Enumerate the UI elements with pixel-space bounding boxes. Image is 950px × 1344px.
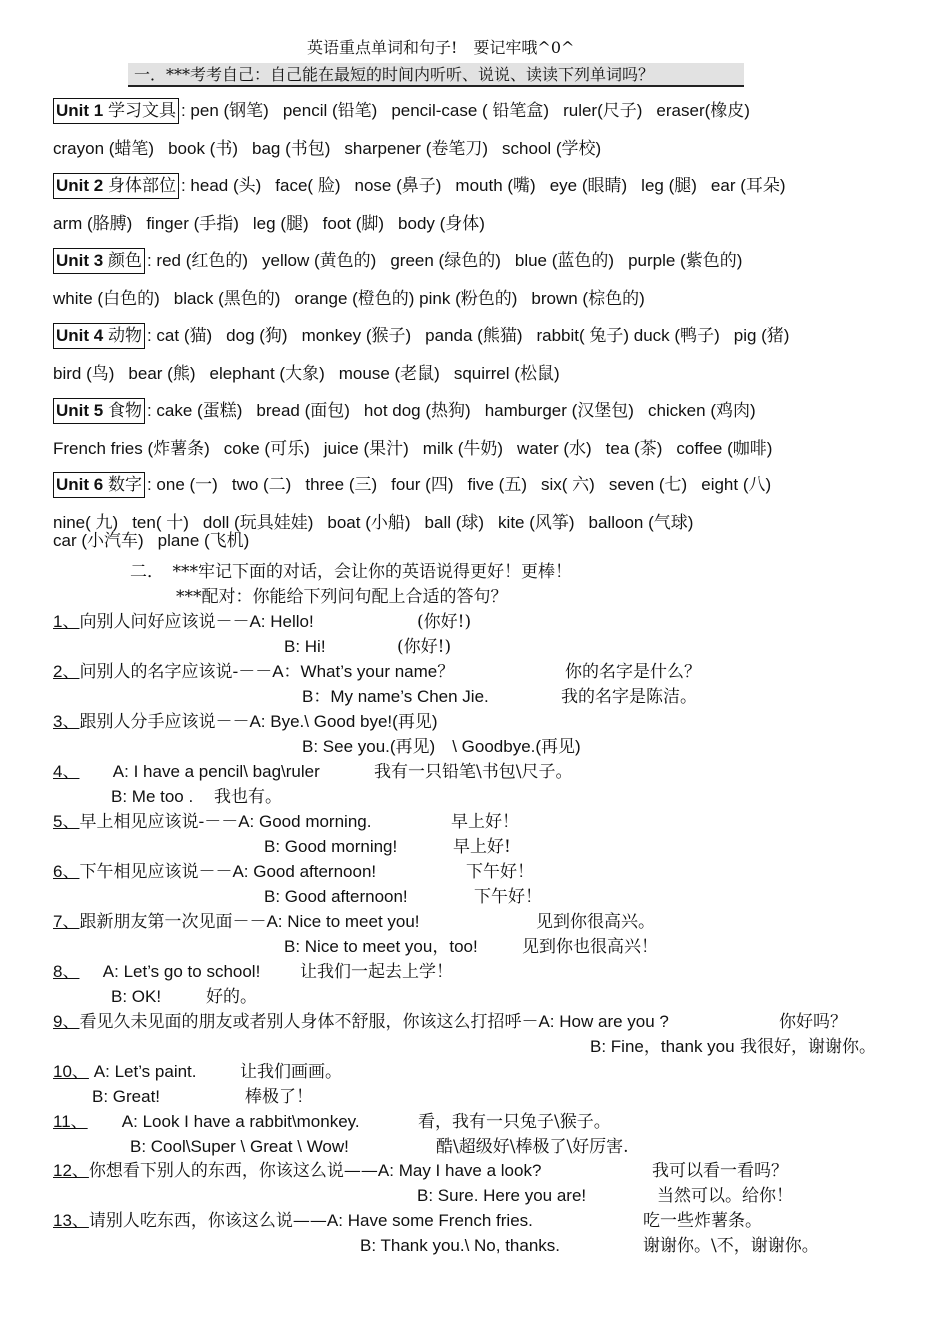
section-two-heading: 二． ***牢记下面的对话，会让你的英语说得更好！更棒！ [130, 562, 572, 582]
vocab-word: milk (牛奶) [422, 439, 504, 458]
vocab-word: elephant (大象) [209, 364, 325, 383]
dialog-b-line: B: Sure. Here you are! [417, 1186, 587, 1205]
vocab-word: face( 脸) [275, 176, 341, 195]
dialog-a-line: A: How are you ? [538, 1012, 669, 1031]
dialog-context: 你想看下别人的东西，你该这么说—— [88, 1161, 378, 1181]
dialog-a-line: A: I have a pencil\ bag\ruler [112, 762, 320, 781]
dialog-b-line: B: Hi! [284, 637, 326, 656]
dialog-b-line: B: Fine，thank you [590, 1037, 735, 1056]
dialog-number: 12、 [53, 1161, 89, 1180]
dialog-question-line [53, 1011, 669, 1033]
dialog-b-translation: 下午好！ [474, 887, 542, 907]
vocab-word: hot dog (热狗) [363, 401, 471, 420]
dialog-a-translation: 你好吗？ [779, 1012, 847, 1032]
unit-topic: 数字 [107, 475, 142, 495]
vocab-word: bread (面包) [256, 401, 350, 420]
dialog-b-translation: 棒极了！ [245, 1087, 313, 1107]
unit-label: Unit 2 [56, 176, 104, 195]
dialog-a-line: A: Hello! [249, 612, 314, 631]
dialog-number: 4、 [53, 762, 80, 781]
dialog-number: 7、 [53, 912, 80, 931]
vocab-word: chicken (鸡肉) [647, 401, 756, 420]
vocab-word: brown (棕色的) [531, 289, 645, 308]
dialog-b-line: B: Cool\Super \ Great \ Wow! [130, 1137, 349, 1156]
dialog-question-line [53, 861, 376, 883]
vocab-line [53, 280, 645, 317]
dialog-b-translation: 好的。 [206, 987, 257, 1007]
dialog-b-line: B: Good afternoon! [264, 887, 408, 906]
dialog-number: 6、 [53, 862, 80, 881]
dialog-a-line: A: Nice to meet you! [266, 912, 420, 931]
unit-label-box [53, 472, 145, 498]
unit-label-box [53, 98, 179, 124]
vocab-word: green (绿色的) [390, 251, 501, 270]
dialog-a-translation: 早上好！ [451, 812, 519, 832]
unit-topic: 颜色 [107, 251, 142, 271]
vocab-word: school (学校) [502, 139, 602, 158]
vocab-word: mouth (嘴) [455, 176, 536, 195]
dialog-b-line: B: Good morning! [264, 837, 398, 856]
dialog-number: 13、 [53, 1211, 89, 1230]
vocab-word: arm (胳膊) [53, 214, 133, 233]
dialog-a-line: A: Let’s paint. [93, 1062, 197, 1081]
dialog-b-translation: 早上好! [453, 837, 511, 857]
dialog-question-line [53, 711, 437, 733]
vocab-line: Unit 1 学习文具 : pen (钢笔) pencil (铅笔) pencil-case ( 铅笔盒) ruler(尺子) eraser(橡皮) [53, 92, 750, 129]
vocab-word: bird (鸟) [53, 364, 115, 383]
unit-label-box [53, 173, 179, 199]
dialog-context: 跟新朋友第一次见面－－ [79, 912, 267, 932]
dialog-number: 5、 [53, 812, 80, 831]
vocab-word: blue (蓝色的) [514, 251, 615, 270]
vocab-word: balloon (气球) [588, 513, 694, 532]
vocab-word: bear (熊) [128, 364, 196, 383]
unit-topic: 食物 [107, 401, 142, 421]
vocab-word: plane (飞机) [157, 531, 250, 550]
vocab-word: bag (书包) [252, 139, 331, 158]
dialog-a-translation: 让我们画画。 [240, 1062, 342, 1082]
vocab-word: foot (脚) [322, 214, 385, 233]
vocab-word: French fries (炸薯条) [53, 439, 210, 458]
vocab-word: finger (手指) [146, 214, 239, 233]
dialog-b-line: B: Great! [92, 1087, 161, 1106]
dialog-a-translation: 吃一些炸薯条。 [643, 1211, 762, 1231]
dialog-a-translation: 见到你很高兴。 [536, 912, 655, 932]
vocab-word: monkey (猴子) [301, 326, 412, 345]
vocab-word: ear (耳朵) [710, 176, 786, 195]
dialog-b-translation: 我也有。 [214, 787, 282, 807]
vocab-line [53, 205, 485, 242]
dialog-a-translation: 下午好！ [466, 862, 534, 882]
unit-label: Unit 3 [56, 251, 104, 270]
vocab-word: one (一) [156, 475, 218, 494]
page-title: 英语重点单词和句子! 要记牢哦^0^ [307, 38, 575, 57]
vocab-line: Unit 6 数字 : one (一) two (二) three (三) four (四) five (五) six( 六) seven (七) eight (八) [53, 466, 771, 503]
vocab-word: five (五) [467, 475, 527, 494]
dialog-a-line: A: Bye.\ Good bye!(再见) [249, 712, 438, 731]
vocab-word: three (三) [305, 475, 378, 494]
vocab-line [53, 130, 601, 167]
dialog-b-translation: (你好!) [397, 637, 452, 657]
vocab-word: four (四) [391, 475, 454, 494]
dialog-question-line [53, 961, 260, 983]
dialog-question-line [53, 1210, 533, 1232]
vocab-word: water (水) [517, 439, 592, 458]
dialog-a-line: A: Have some French fries. [326, 1211, 533, 1230]
dialog-a-line: A: May I have a look? [377, 1161, 542, 1180]
dialog-a-line: A: Good morning. [238, 812, 372, 831]
vocab-line: Unit 2 身体部位 : head (头) face( 脸) nose (鼻子) mouth (嘴) eye (眼睛) leg (腿) ear (耳朵) [53, 167, 786, 204]
vocab-word: orange (橙色的) pink (粉色的) [294, 289, 518, 308]
dialog-context: 请别人吃东西，你该这么说—— [88, 1211, 327, 1231]
dialog-number: 8、 [53, 962, 80, 981]
dialog-a-translation: (你好!) [417, 612, 472, 632]
vocab-word: ball (球) [424, 513, 485, 532]
vocab-word: sharpener (卷笔刀) [344, 139, 489, 158]
vocab-word: body (身体) [398, 214, 485, 233]
dialog-a-line: A：What’s your name？ [272, 662, 455, 681]
unit-label: Unit 1 [56, 101, 104, 120]
vocab-word: panda (熊猫) [425, 326, 523, 345]
dialog-b-translation: 我的名字是陈洁。 [561, 687, 697, 707]
vocab-word: pencil-case ( 铅笔盒) [391, 101, 550, 120]
vocab-word: hamburger (汉堡包) [484, 401, 634, 420]
dialog-a-translation: 你的名字是什么？ [565, 662, 701, 682]
vocab-line [53, 430, 772, 467]
dialog-a-translation: 让我们一起去上学！ [300, 962, 453, 982]
dialog-b-translation: 见到你也很高兴！ [522, 937, 658, 957]
dialog-b-line: B：My name’s Chen Jie. [302, 687, 489, 706]
unit-label-box [53, 398, 145, 424]
dialog-b-line: B: Me too . [111, 787, 194, 806]
dialog-number: 3、 [53, 712, 80, 731]
unit-label-box [53, 248, 145, 274]
vocab-word: nine( 九) [53, 513, 119, 532]
unit-label: Unit 5 [56, 401, 104, 420]
vocab-word: leg (腿) [641, 176, 697, 195]
dialog-context: 早上相见应该说-－－ [79, 812, 239, 832]
dialog-number: 11、 [53, 1112, 88, 1131]
vocab-word: boat (小船) [327, 513, 411, 532]
vocab-word: car (小汽车) [53, 531, 144, 550]
vocab-word: coffee (咖啡) [676, 439, 773, 458]
vocab-word: pencil (铅笔) [282, 101, 378, 120]
dialog-question-line [53, 811, 371, 833]
dialog-b-line: B: Thank you.\ No, thanks. [360, 1236, 561, 1255]
dialog-a-translation: 我有一只铅笔\书包\尺子。 [374, 762, 573, 782]
vocab-word: white (白色的) [53, 289, 160, 308]
dialog-a-line: A: Look I have a rabbit\monkey. [121, 1112, 360, 1131]
vocab-word: ruler(尺子) [563, 101, 643, 120]
vocab-word: leg (腿) [252, 214, 309, 233]
dialog-number: 1、 [53, 612, 80, 631]
vocab-word: mouse (老鼠) [338, 364, 440, 383]
dialog-a-line: A: Good afternoon! [232, 862, 377, 881]
vocab-word: rabbit( 兔子) duck (鸭子) [536, 326, 720, 345]
vocab-word: book (书) [168, 139, 238, 158]
section-two-subheading: ***配对：你能给下列问句配上合适的答句？ [176, 587, 508, 607]
vocab-word: cat (猫) [156, 326, 213, 345]
vocab-word: juice (果汁) [323, 439, 409, 458]
vocab-line [53, 355, 560, 392]
vocab-word: pen (钢笔) [190, 101, 269, 120]
unit-label-box [53, 323, 145, 349]
unit-topic: 动物 [107, 326, 142, 346]
dialog-question-line [53, 761, 320, 783]
vocab-word: ten( 十) [132, 513, 189, 532]
vocab-word: doll (玩具娃娃) [202, 513, 314, 532]
unit-label: Unit 4 [56, 326, 104, 345]
dialog-a-line: A: Let’s go to school! [102, 962, 261, 981]
vocab-word: red (红色的) [156, 251, 249, 270]
vocab-word: black (黑色的) [173, 289, 281, 308]
vocab-word: coke (可乐) [223, 439, 310, 458]
section-one-heading: 一．***考考自己：自己能在最短的时间内听听、说说、读读下列单词吗？ [128, 63, 744, 87]
dialog-question-line [53, 1160, 541, 1182]
dialog-number: 2、 [53, 662, 80, 681]
dialog-a-translation: 看，我有一只兔子\猴子。 [418, 1112, 611, 1132]
dialog-b-translation: 酷\超级好\棒极了\好厉害. [436, 1137, 629, 1157]
dialog-question-line [53, 611, 314, 633]
dialog-context: 看见久未见面的朋友或者别人身体不舒服，你该这么打招呼－ [79, 1012, 539, 1032]
vocab-word: six( 六) [540, 475, 595, 494]
vocab-line: Unit 5 食物 : cake (蛋糕) bread (面包) hot dog (热狗) hamburger (汉堡包) chicken (鸡肉) [53, 392, 756, 429]
dialog-b-translation: 谢谢你。\不，谢谢你。 [643, 1236, 819, 1256]
vocab-word: nose (鼻子) [354, 176, 442, 195]
vocab-word: dog (狗) [226, 326, 288, 345]
dialog-b-line: B: Nice to meet you，too! [284, 937, 478, 956]
dialog-b-line: B: OK! [111, 987, 162, 1006]
vocab-word: pig (猪) [733, 326, 790, 345]
dialog-b-translation: 当然可以。给你！ [657, 1186, 793, 1206]
vocab-word: squirrel (松鼠) [453, 364, 560, 383]
dialog-question-line [53, 911, 420, 933]
vocab-word: tea (茶) [605, 439, 663, 458]
vocab-word: eye (眼睛) [549, 176, 628, 195]
dialog-question-line [53, 1111, 360, 1133]
dialog-b-line: B: See you.(再见) \ Goodbye.(再见) [302, 737, 581, 756]
dialog-question-line [53, 1061, 197, 1083]
vocab-word: purple (紫色的) [628, 251, 743, 270]
vocab-word: cake (蛋糕) [156, 401, 243, 420]
vocab-line: Unit 4 动物 : cat (猫) dog (狗) monkey (猴子) panda (熊猫) rabbit( 兔子) duck (鸭子) pig (猪) [53, 317, 789, 354]
dialog-context: 问别人的名字应该说-－－ [79, 662, 273, 682]
dialog-context: 跟别人分手应该说－－ [79, 712, 250, 732]
dialog-context: 下午相见应该说－－ [79, 862, 233, 882]
unit-label: Unit 6 [56, 475, 104, 494]
vocab-word: seven (七) [608, 475, 688, 494]
dialog-number: 10、 [53, 1062, 89, 1081]
dialog-context: 向别人问好应该说－－ [79, 612, 250, 632]
dialog-a-translation: 我可以看一看吗？ [652, 1161, 788, 1181]
vocab-word: head (头) [190, 176, 262, 195]
dialog-number: 9、 [53, 1012, 80, 1031]
vocab-line [53, 530, 249, 552]
vocab-word: eight (八) [701, 475, 772, 494]
unit-topic: 身体部位 [107, 176, 176, 196]
dialog-b-line-row [590, 1036, 876, 1058]
unit-topic: 学习文具 [107, 101, 176, 121]
vocab-word: two (二) [231, 475, 292, 494]
vocab-word: kite (风筝) [498, 513, 575, 532]
vocab-word: crayon (蜡笔) [53, 139, 155, 158]
dialog-b-translation: 我很好，谢谢你。 [734, 1037, 876, 1057]
dialog-question-line [53, 661, 454, 683]
vocab-line: Unit 3 颜色 : red (红色的) yellow (黄色的) green (绿色的) blue (蓝色的) purple (紫色的) [53, 242, 742, 279]
vocab-word: yellow (黄色的) [262, 251, 377, 270]
vocab-word: eraser(橡皮) [656, 101, 750, 120]
